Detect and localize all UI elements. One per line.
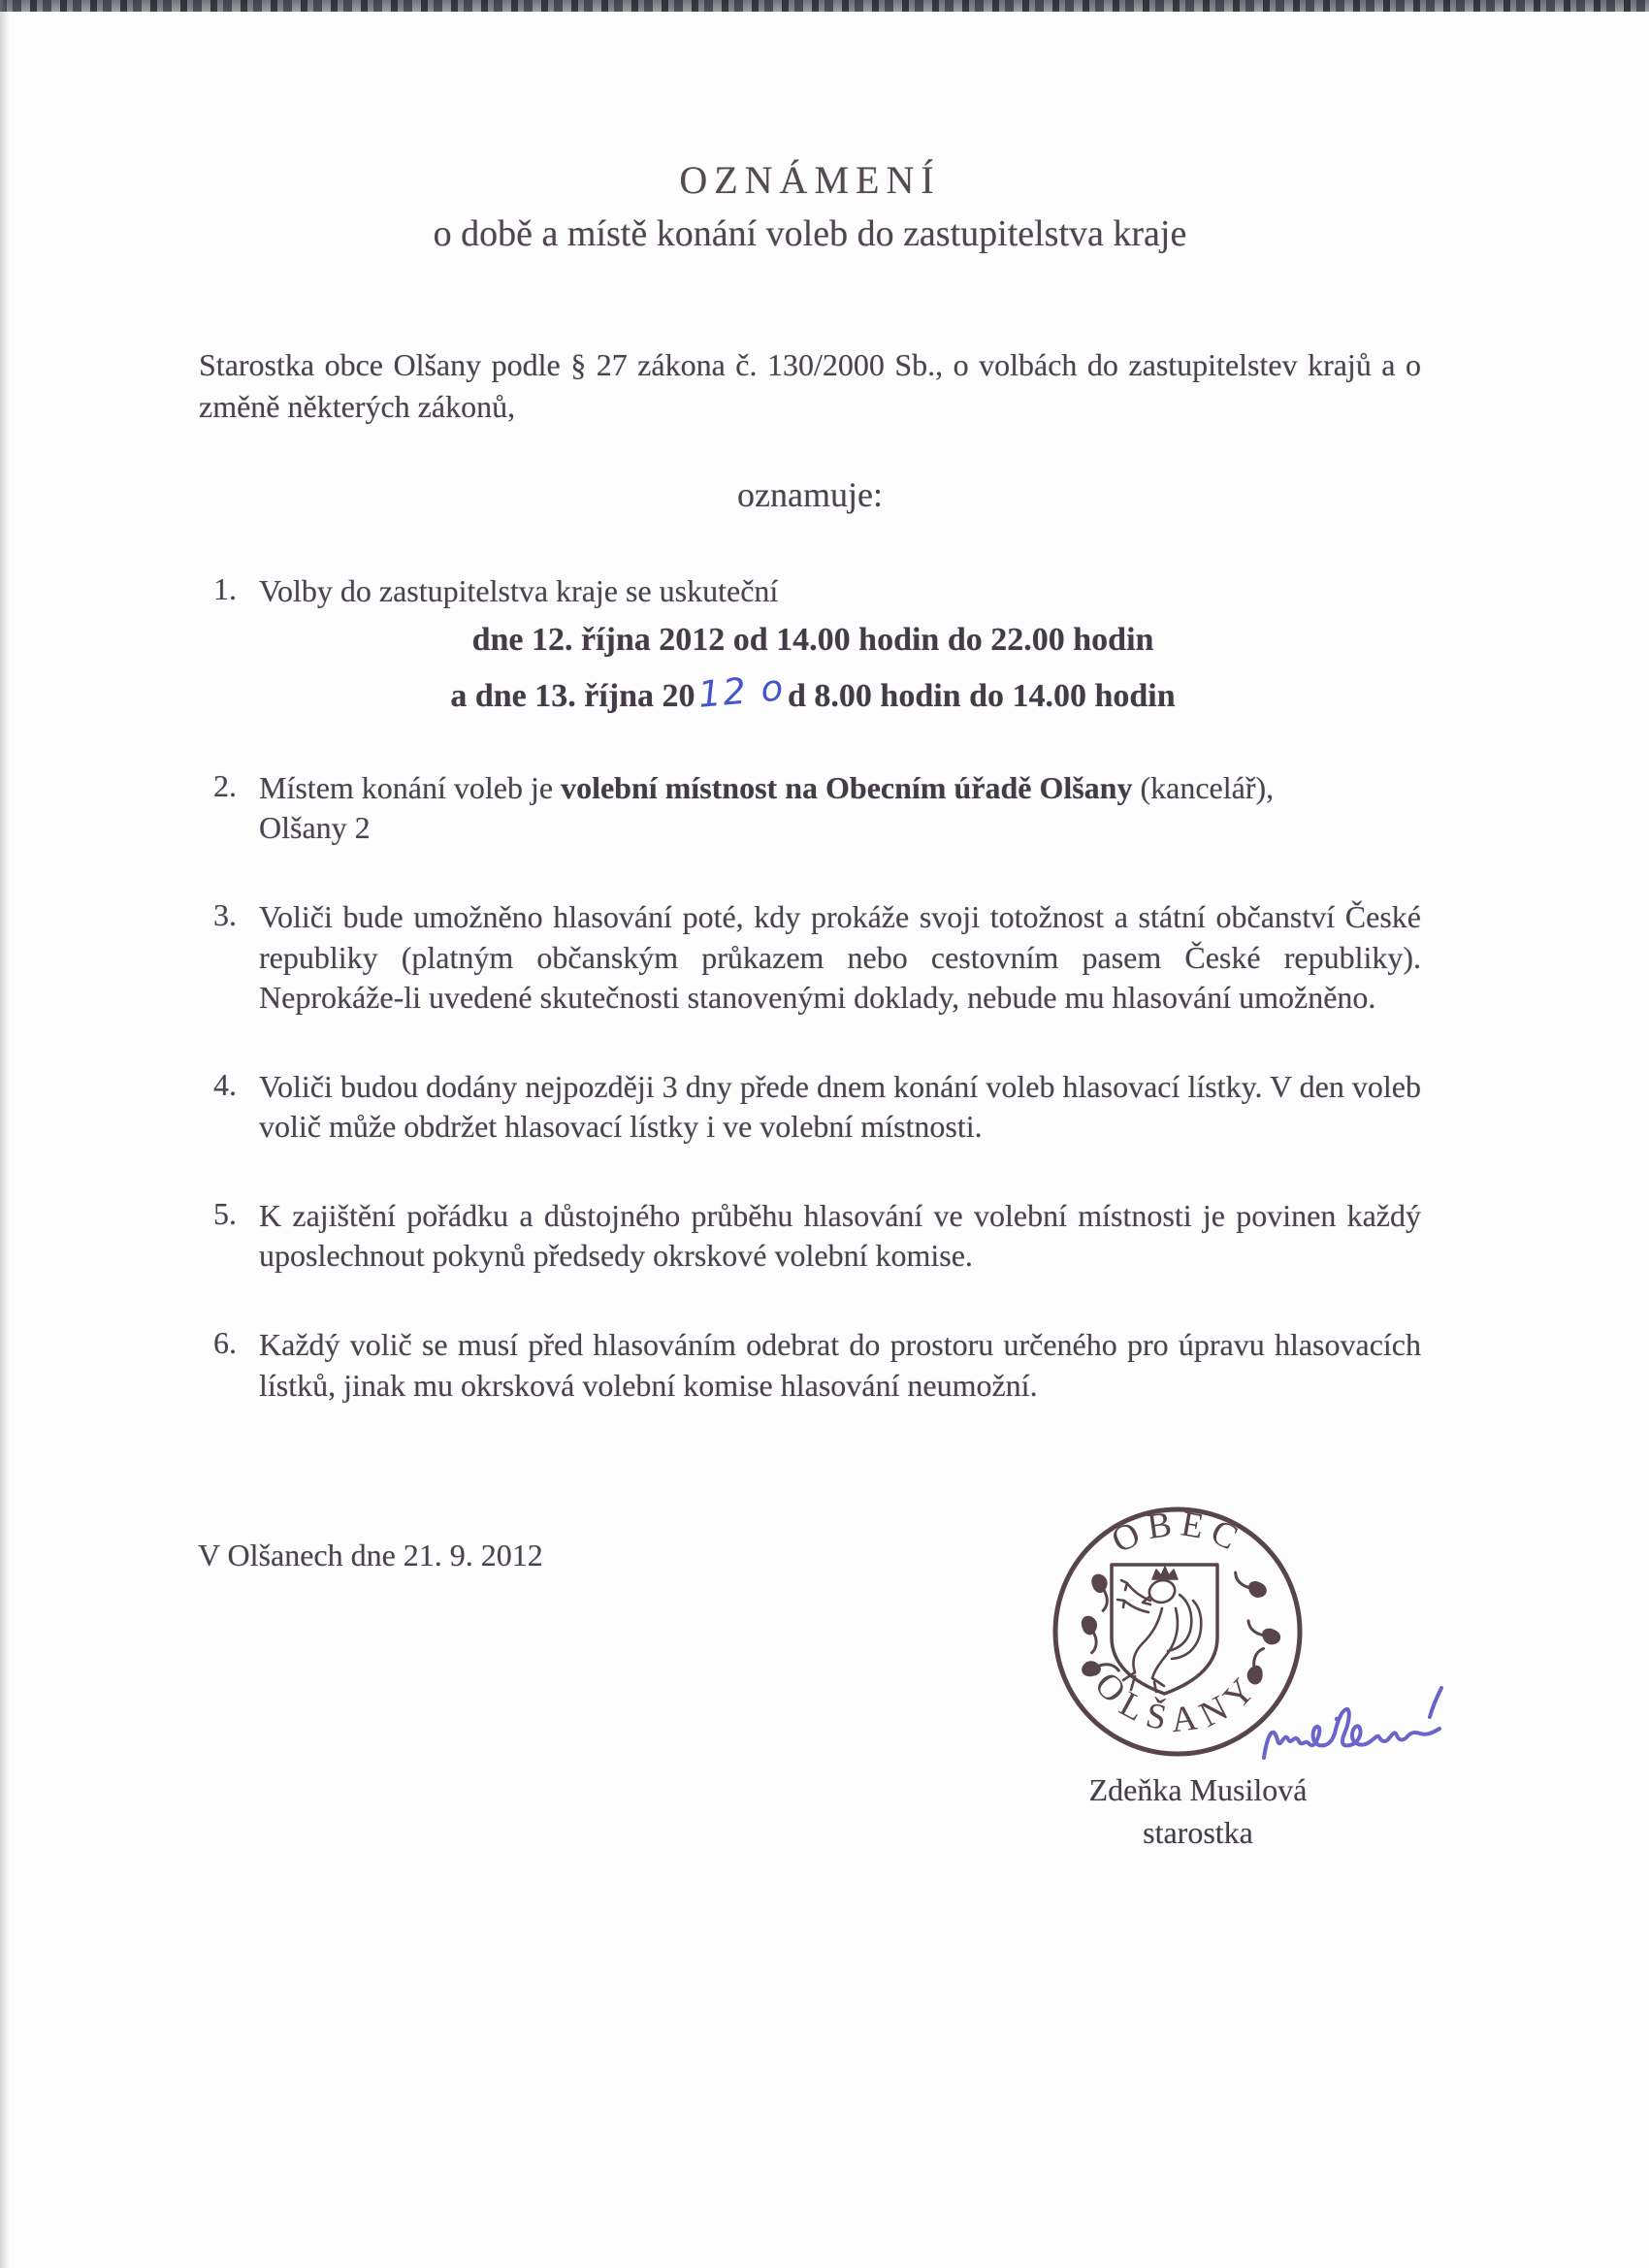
stamp-bottom-text: OLŠANY bbox=[1086, 1665, 1269, 1741]
item-body bbox=[259, 768, 1421, 849]
polling-place-bold: volební místnost na Obecním úřadě Olšany bbox=[561, 769, 1133, 805]
signer-role: starostka bbox=[1143, 1815, 1253, 1850]
item-body: Voliči budou dodány nejpozději 3 dny přede dnem konání voleb hlasovací lístky. V den voleb volič může obdržet hlasovací lístky i ve volební místnosti. bbox=[259, 1068, 1421, 1145]
item-number: 1. bbox=[213, 570, 237, 606]
intro-paragraph: Starostka obce Olšany podle § 27 zákona č. 130/2000 Sb., o volbách do zastupitelstev krajů a o změně některých zákonů, bbox=[199, 347, 1421, 424]
list-item-3 bbox=[213, 897, 1421, 1019]
list-item-6 bbox=[213, 1325, 1421, 1406]
signature-accent-stroke bbox=[1430, 1688, 1441, 1717]
schedule-line-2-printed-prefix: a dne 13. října 20 bbox=[450, 677, 695, 714]
document-title: OZNÁMENÍ bbox=[679, 158, 941, 202]
item-text: Volby do zastupitelstva kraje se uskuteční bbox=[259, 572, 779, 608]
place-and-date: V Olšanech dne 21. 9. 2012 bbox=[198, 1538, 543, 1572]
signer-name: Zdeňka Musilová bbox=[1088, 1772, 1308, 1807]
list-item-1 bbox=[213, 571, 1421, 720]
signature-i-dot bbox=[1335, 1717, 1339, 1721]
item-body: K zajištění pořádku a důstojného průběhu hlasování ve volební místnosti je povinen každý uposlechnout pokynů předsedy okrskové volební komise. bbox=[259, 1197, 1421, 1274]
item-number: 4. bbox=[213, 1066, 237, 1102]
list-item-5 bbox=[213, 1196, 1421, 1277]
item-text: (kancelář), bbox=[1132, 769, 1275, 805]
item-number: 3. bbox=[213, 896, 237, 932]
item-text: Místem konání voleb je bbox=[259, 769, 562, 805]
polling-place-address: Olšany 2 bbox=[259, 810, 371, 846]
signature-stroke bbox=[1264, 1709, 1439, 1758]
schedule-line-1: dne 12. října 2012 od 14.00 hodin do 22.00 hodin bbox=[471, 622, 1154, 659]
document-header bbox=[199, 157, 1421, 255]
election-day-2-schedule bbox=[259, 666, 1367, 720]
numbered-list bbox=[213, 571, 1421, 1407]
item-body: Každý volič se musí před hlasováním odebrat do prostoru určeného pro úpravu hlasovacích lístků, jinak mu okrsková volební komise hlasování neumožní. bbox=[259, 1327, 1421, 1403]
item-body: Voliči bude umožněno hlasování poté, kdy prokáže svoji totožnost a státní občanství České republiky (platným občanským průkazem nebo cestovním pasem České republiky). Neprokáže-li uvedené skutečnosti stanovenými doklady, nebude mu hlasování umožněno. bbox=[259, 898, 1421, 1016]
item-body bbox=[259, 571, 1421, 720]
scanner-edge-artifact bbox=[0, 0, 1649, 12]
item-number: 6. bbox=[213, 1325, 237, 1361]
item-number: 2. bbox=[213, 767, 237, 803]
document-subtitle: o době a místě konání voleb do zastupitelstva kraje bbox=[433, 213, 1187, 254]
list-item-4 bbox=[213, 1067, 1421, 1148]
schedule-line-2-printed-suffix: d 8.00 hodin do 14.00 hodin bbox=[788, 677, 1176, 714]
stamp-shield-emblem bbox=[1112, 1565, 1217, 1694]
election-day-1-schedule bbox=[259, 617, 1367, 664]
scanner-edge-shadow bbox=[0, 0, 10, 2268]
announce-word: oznamuje: bbox=[737, 474, 883, 514]
signature-block bbox=[0, 1499, 1649, 1906]
item-number: 5. bbox=[213, 1195, 237, 1231]
stamp-top-text: OBEC bbox=[1105, 1504, 1250, 1562]
list-item-2 bbox=[213, 768, 1421, 849]
handwritten-ink-correction: 12 o bbox=[695, 666, 787, 716]
